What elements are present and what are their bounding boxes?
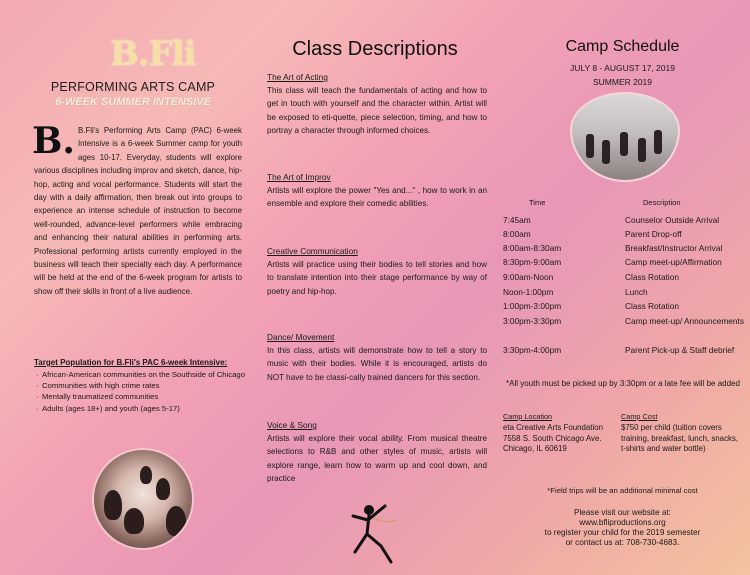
- contact-phone: or contact us at: 708-730-4683.: [565, 538, 680, 547]
- schedule-time: 3:30pm-4:00pm: [503, 345, 562, 355]
- schedule-desc: Parent Pick-up & Staff debrief: [625, 345, 735, 355]
- class-name: Voice & Song: [267, 420, 317, 430]
- class-name: Dance/ Movement: [267, 332, 335, 342]
- camp-subtitle: 6-WEEK SUMMER INTENSIVE: [55, 96, 211, 108]
- right-panel: [495, 0, 750, 575]
- class-text: Artists will explore their vocal ability. From musical theatre selections to R&B and other styles of music, artists will explore range, learn how to warm up and cool down, and practice: [267, 434, 487, 484]
- schedule-time: 8:00am: [503, 229, 531, 239]
- list-item: · Adults (ages 18+) and youth (ages 5-17): [34, 403, 249, 414]
- class-name: The Art of Acting: [267, 72, 328, 82]
- class-voice-song: [267, 420, 487, 486]
- class-acting: [267, 72, 487, 138]
- camp-cost: $750 per child (tuition covers training, breakfast, lunch, snacks, t-shirts and water bottle): [621, 423, 739, 454]
- schedule-time: Noon-1:00pm: [503, 287, 554, 297]
- camp-season: SUMMER 2019: [592, 77, 653, 87]
- register-line: to register your child for the 2019 semester: [544, 528, 701, 537]
- schedule-time: 8:00am-8:30am: [503, 243, 562, 253]
- intro-text: B.Fli's Performing Arts Camp (PAC) 6-week Intensive is a 6-week Summer camp for youth ages 10-17. Everyday, students will explore various disciplines including improv and sketch, dance, hip-hop, acting and vocal performance. Students will start the day with a daily affirmation, then break out into groups to experience an intense schedule of instruction to become well-rounded, advance-level performers while embracing and enhancing their natural abilities in performing arts. Professional performing artists currently employed in the business will teach their specialty each day. A performance will be held at the end of the 6-week program for artists to show off their skills in front of a live audience.: [34, 126, 242, 296]
- camp-location: eta Creative Arts Foundation 7558 S. South Chicago Ave. Chicago, IL 60619: [503, 423, 604, 454]
- camp-title: PERFORMING ARTS CAMP: [50, 80, 216, 94]
- bfli-logo: B.Fli: [110, 34, 196, 74]
- class-dance-movement: [267, 332, 487, 384]
- schedule-desc: Breakfast/Instructor Arrival: [625, 243, 723, 253]
- dancer-logo-icon: [347, 496, 407, 566]
- visit-block: [495, 508, 750, 548]
- class-text: In this class, artists will demonstrate how to tell a story to music with their bodies. While it is encouraged, artists do NOT have to be classi-cally trained dancers for this section.: [267, 346, 487, 382]
- class-photo: [570, 92, 680, 182]
- camp-cost-heading: Camp Cost: [621, 412, 658, 421]
- schedule-time: 9:00am-Noon: [503, 272, 554, 282]
- schedule-desc: Camp meet-up/ Announcements: [625, 316, 744, 326]
- target-population-heading: Target Population for B.Fli's PAC 6-week Intensive:: [34, 358, 228, 367]
- schedule-time: 8:30pm-9:00am: [503, 257, 562, 267]
- schedule-desc: Parent Drop-off: [625, 229, 682, 239]
- schedule-time: 3:00pm-3:30pm: [503, 316, 562, 326]
- schedule-desc: Camp meet-up/Affirmation: [625, 257, 722, 267]
- schedule-desc: Counselor Outside Arrival: [625, 215, 720, 225]
- list-item: · Communities with high crime rates: [34, 380, 249, 391]
- drop-cap: B.: [32, 120, 75, 162]
- website-link[interactable]: www.bfliproductions.org: [579, 518, 666, 527]
- class-text: Artists will explore the power "Yes and..." , how to work in an ensemble and explore their comedic abilities.: [267, 186, 487, 209]
- intro-paragraph: [32, 120, 242, 298]
- camp-dates: JULY 8 - AUGUST 17, 2019: [570, 63, 675, 73]
- group-circle-photo: [92, 448, 194, 550]
- middle-panel: [255, 0, 495, 575]
- pickup-note: *All youth must be picked up by 3:30pm or a late fee will be added: [506, 379, 740, 388]
- left-panel: [0, 0, 255, 575]
- list-item: · African-American communities on the Southside of Chicago: [34, 369, 249, 380]
- class-text: This class will teach the fundamentals of acting and how to get in touch with yourself and the character within. Artist will be exposed to eti-quette, piece selection, timing, and how to portray a character through informed choices.: [267, 86, 487, 136]
- class-creative-communication: [267, 246, 487, 298]
- visit-line: Please visit our website at:: [574, 508, 671, 517]
- schedule-time: 1:00pm-3:00pm: [503, 301, 562, 311]
- class-descriptions-title: Class Descriptions: [292, 38, 458, 60]
- description-column-header: Description: [643, 198, 681, 207]
- schedule-desc: Class Rotation: [625, 301, 679, 311]
- schedule-desc: Class Rotation: [625, 272, 679, 282]
- field-trips-note: *Field trips will be an additional minimal cost: [547, 486, 698, 495]
- class-improv: [267, 172, 487, 211]
- target-population-list: [34, 369, 249, 414]
- class-text: Artists will practice using their bodies to tell stories and how to translate intention into their stage performance by way of poetry and hip-hop.: [267, 260, 487, 296]
- class-name: Creative Communication: [267, 246, 358, 256]
- time-column-header: Time: [529, 198, 546, 207]
- schedule-desc: Lunch: [625, 287, 648, 297]
- camp-location-heading: Camp Location: [503, 412, 553, 421]
- schedule-time: 7:45am: [503, 215, 531, 225]
- list-item: · Mentally traumatized communities: [34, 391, 249, 402]
- camp-schedule-title: Camp Schedule: [565, 38, 680, 55]
- class-name: The Art of Improv: [267, 172, 331, 182]
